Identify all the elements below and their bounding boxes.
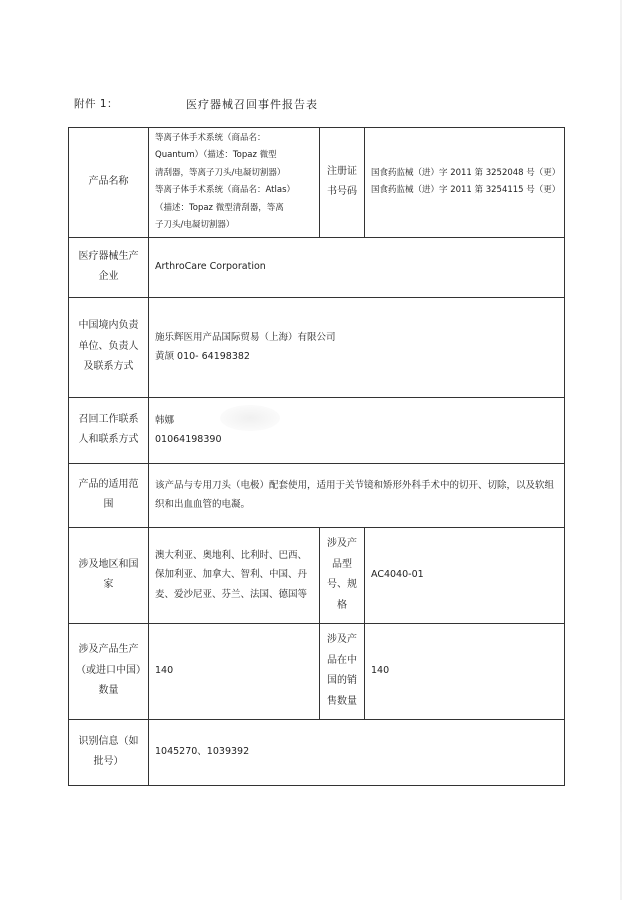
row-product [69,128,565,238]
row-quantity [69,623,565,719]
china-contact-value [149,297,565,397]
scan-smudge [220,405,280,431]
scope-label: 产品的适用范围 [69,463,149,527]
china-contact-label: 中国境内负责单位、负责人及联系方式 [69,297,149,397]
product-name-line: 清刮器，等离子刀头/电凝切割器） [155,167,286,178]
product-name-line: 等离子体手术系统（商品名：Atlas） [155,185,295,196]
row-china-contact [69,297,565,397]
identification-value: 1045270、1039392 [149,719,565,785]
registration-label: 注册证书号码 [320,128,365,238]
report-title: 医疗器械召回事件报告表 [186,98,318,111]
product-name-line: 等离子体手术系统（商品名： [155,133,266,143]
quantity-value: 140 [149,623,320,719]
manufacturer-value: ArthroCare Corporation [149,237,565,297]
recall-contact-name: 韩娜 [155,414,175,426]
identification-label: 识别信息（如批号） [69,719,149,785]
product-name-line: Quantum）（描述：Topaz 微型 [155,150,277,161]
row-scope [69,463,565,527]
regions-label: 涉及地区和国家 [69,527,149,623]
regions-value: 澳大利亚、奥地利、比利时、巴西、保加利亚、加拿大、智利、中国、丹麦、爱沙尼亚、芬兰、法国、德国等 [149,527,320,623]
recall-contact-label: 召回工作联系人和联系方式 [69,397,149,463]
china-contact-company: 施乐辉医用产品国际贸易（上海）有限公司 [155,331,336,343]
row-identification [69,719,565,785]
sales-value: 140 [365,623,565,719]
product-name-value [149,128,320,238]
model-value: AC4040-01 [365,527,565,623]
attachment-label: 附件 1： [74,98,119,110]
product-name-line: 子刀头/电凝切割器） [155,220,235,231]
product-name-line: （描述：Topaz 微型清刮器，等离 [155,202,284,213]
scope-value: 该产品与专用刀头（电极）配套使用，适用于关节镜和矫形外科手术中的切开、切除，以及软组织和出血血管的电凝。 [149,463,565,527]
sales-label: 涉及产品在中国的销售数量 [320,623,365,719]
model-label: 涉及产品型号、规格 [320,527,365,623]
row-recall-contact [69,397,565,463]
recall-contact-phone: 01064198390 [155,434,222,446]
recall-contact-value [149,397,565,463]
quantity-label: 涉及产品生产（或进口中国）数量 [69,623,149,719]
recall-report-table [68,127,565,786]
registration-number: 国食药监械（进）字 2011 第 3252048 号（更） [371,167,561,178]
scan-edge-shadow [620,0,622,900]
china-contact-person: 黄颉 010- 64198382 [155,351,250,363]
row-regions [69,527,565,623]
registration-value [365,128,565,238]
registration-number: 国食药监械（进）字 2011 第 3254115 号（更） [371,185,561,196]
row-manufacturer [69,237,565,297]
manufacturer-label: 医疗器械生产企业 [69,237,149,297]
product-name-label: 产品名称 [69,128,149,238]
